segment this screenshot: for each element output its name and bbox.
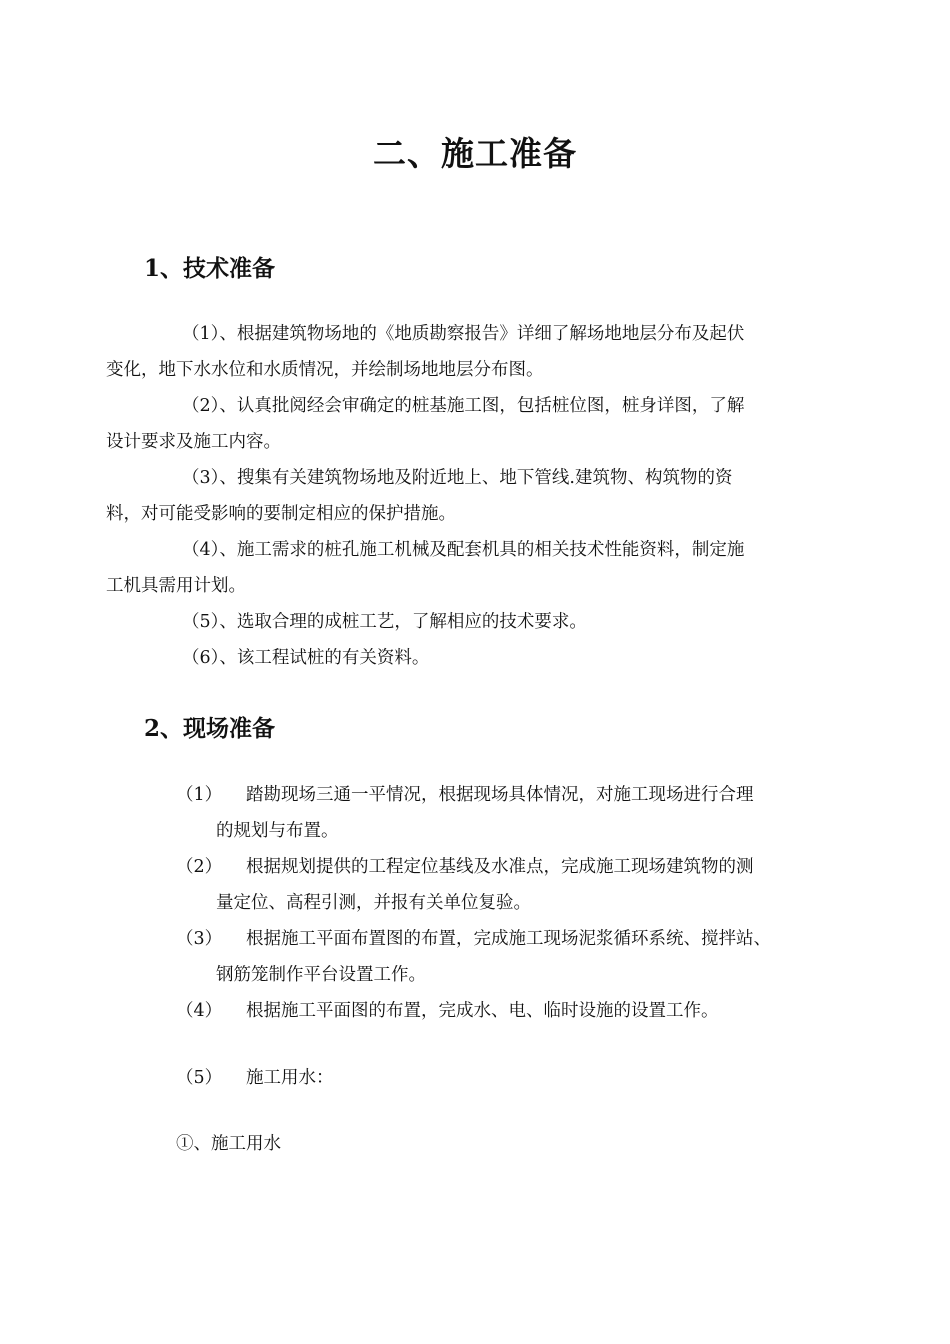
paragraph-6-line1: （6）、该工程试桩的有关资料。 bbox=[182, 648, 430, 668]
site-item-3-line2: 钢筋笼制作平台设置工作。 bbox=[216, 965, 426, 985]
site-item-2-line1: 根据规划提供的工程定位基线及水准点，完成施工现场建筑物的测 bbox=[246, 857, 754, 877]
site-item-1-line2: 的规划与布置。 bbox=[216, 821, 339, 841]
site-item-5-line1: 施工用水： bbox=[246, 1068, 334, 1088]
paragraph-4 bbox=[106, 532, 824, 604]
paragraph-2 bbox=[106, 388, 824, 460]
paragraph-5 bbox=[144, 604, 824, 640]
paragraph-4-line1: （4）、施工需求的桩孔施工机械及配套机具的相关技术性能资料，制定施 bbox=[182, 540, 745, 560]
site-item-4-number: （4） bbox=[176, 1001, 223, 1021]
site-item-4 bbox=[176, 993, 826, 1029]
site-item-4-line1: 根据施工平面图的布置，完成水、电、临时设施的设置工作。 bbox=[246, 1001, 719, 1021]
site-item-3-number: （3） bbox=[176, 929, 223, 949]
site-item-2-line2: 量定位、高程引测，并报有关单位复验。 bbox=[216, 893, 531, 913]
paragraph-5-line1: （5）、选取合理的成桩工艺，了解相应的技术要求。 bbox=[182, 612, 587, 632]
site-item-5 bbox=[176, 1060, 826, 1096]
page-title: 二、施工准备 bbox=[373, 134, 577, 173]
paragraph-2-line2: 设计要求及施工内容。 bbox=[106, 432, 281, 452]
paragraph-2-line1: （2）、认真批阅经会审确定的桩基施工图，包括桩位图，桩身详图，了解 bbox=[182, 396, 745, 416]
section-heading-technical: 1、技术准备 bbox=[144, 255, 276, 282]
site-item-3-line1: 根据施工平面布置图的布置，完成施工现场泥浆循环系统、搅拌站、 bbox=[246, 929, 771, 949]
paragraph-1-line2: 变化，地下水水位和水质情况，并绘制场地地层分布图。 bbox=[106, 360, 544, 380]
section-heading-site: 2、现场准备 bbox=[144, 715, 276, 742]
site-item-5-number: （5） bbox=[176, 1068, 223, 1088]
paragraph-3-line1: （3）、搜集有关建筑物场地及附近地上、地下管线.建筑物、构筑物的资 bbox=[182, 468, 733, 488]
site-item-3 bbox=[176, 921, 826, 993]
paragraph-3-line2: 料，对可能受影响的要制定相应的保护措施。 bbox=[106, 504, 456, 524]
site-item-1-number: （1） bbox=[176, 785, 223, 805]
paragraph-1 bbox=[106, 316, 824, 388]
paragraph-3 bbox=[106, 460, 824, 532]
site-item-1-line1: 踏勘现场三通一平情况，根据现场具体情况，对施工现场进行合理 bbox=[246, 785, 754, 805]
sub-item-water: ①、施工用水 bbox=[176, 1134, 281, 1154]
site-item-2 bbox=[176, 849, 826, 921]
site-item-2-number: （2） bbox=[176, 857, 223, 877]
paragraph-4-line2: 工机具需用计划。 bbox=[106, 576, 246, 596]
site-item-1 bbox=[176, 777, 826, 849]
paragraph-1-line1: （1）、根据建筑物场地的《地质勘察报告》详细了解场地地层分布及起伏 bbox=[182, 324, 745, 344]
paragraph-6 bbox=[144, 640, 824, 676]
